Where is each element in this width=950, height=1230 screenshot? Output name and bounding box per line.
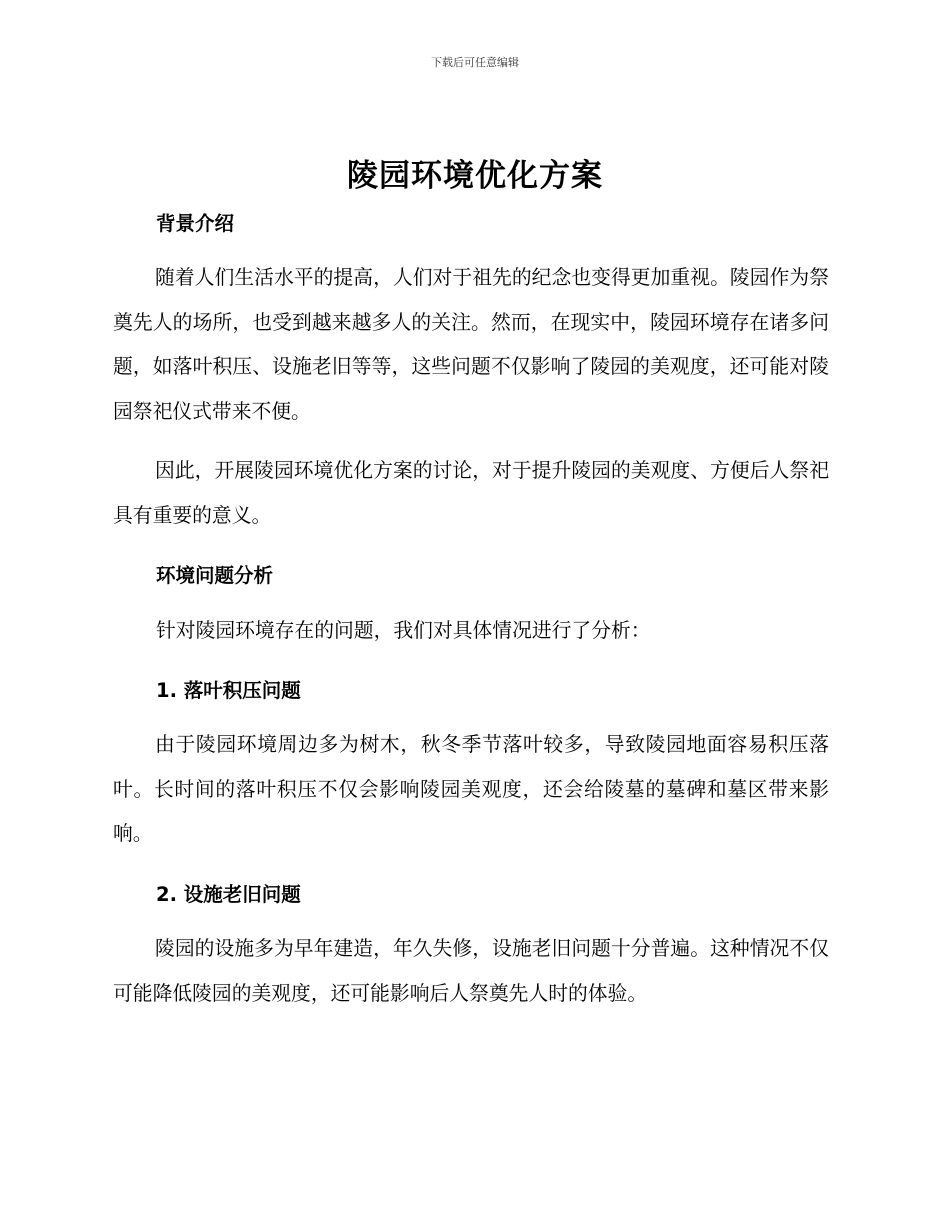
fallen-leaves-paragraph: 由于陵园环境周边多为树木，秋冬季节落叶较多，导致陵园地面容易积压落叶。长时间的落叶积压不仅会影响陵园美观度，还会给陵墓的墓碑和墓区带来影响。	[113, 733, 829, 845]
old-facilities-paragraph: 陵园的设施多为早年建造，年久失修，设施老旧问题十分普遍。这种情况不仅可能降低陵园的美观度，还可能影响后人祭奠先人时的体验。	[113, 937, 829, 1005]
analysis-intro: 针对陵园环境存在的问题，我们对具体情况进行了分析：	[156, 619, 651, 642]
section-heading-background: 背景介绍	[156, 212, 235, 235]
header-note: 下载后可任意编辑	[431, 56, 519, 69]
background-paragraph-2: 因此，开展陵园环境优化方案的讨论，对于提升陵园的美观度、方便后人祭祀具有重要的意义。	[113, 459, 829, 527]
section-heading-analysis: 环境问题分析	[156, 564, 274, 587]
subheading-old-facilities: 2. 设施老旧问题	[156, 883, 301, 906]
subheading-fallen-leaves: 1. 落叶积压问题	[156, 679, 301, 702]
page-title: 陵园环境优化方案	[347, 158, 603, 194]
background-paragraph-1: 随着人们生活水平的提高，人们对于祖先的纪念也变得更加重视。陵园作为祭奠先人的场所，也受到越来越多人的关注。然而，在现实中，陵园环境存在诸多问题，如落叶积压、设施老旧等等，这些问题不仅影响了陵园的美观度，还可能对陵园祭祀仪式带来不便。	[113, 266, 829, 423]
